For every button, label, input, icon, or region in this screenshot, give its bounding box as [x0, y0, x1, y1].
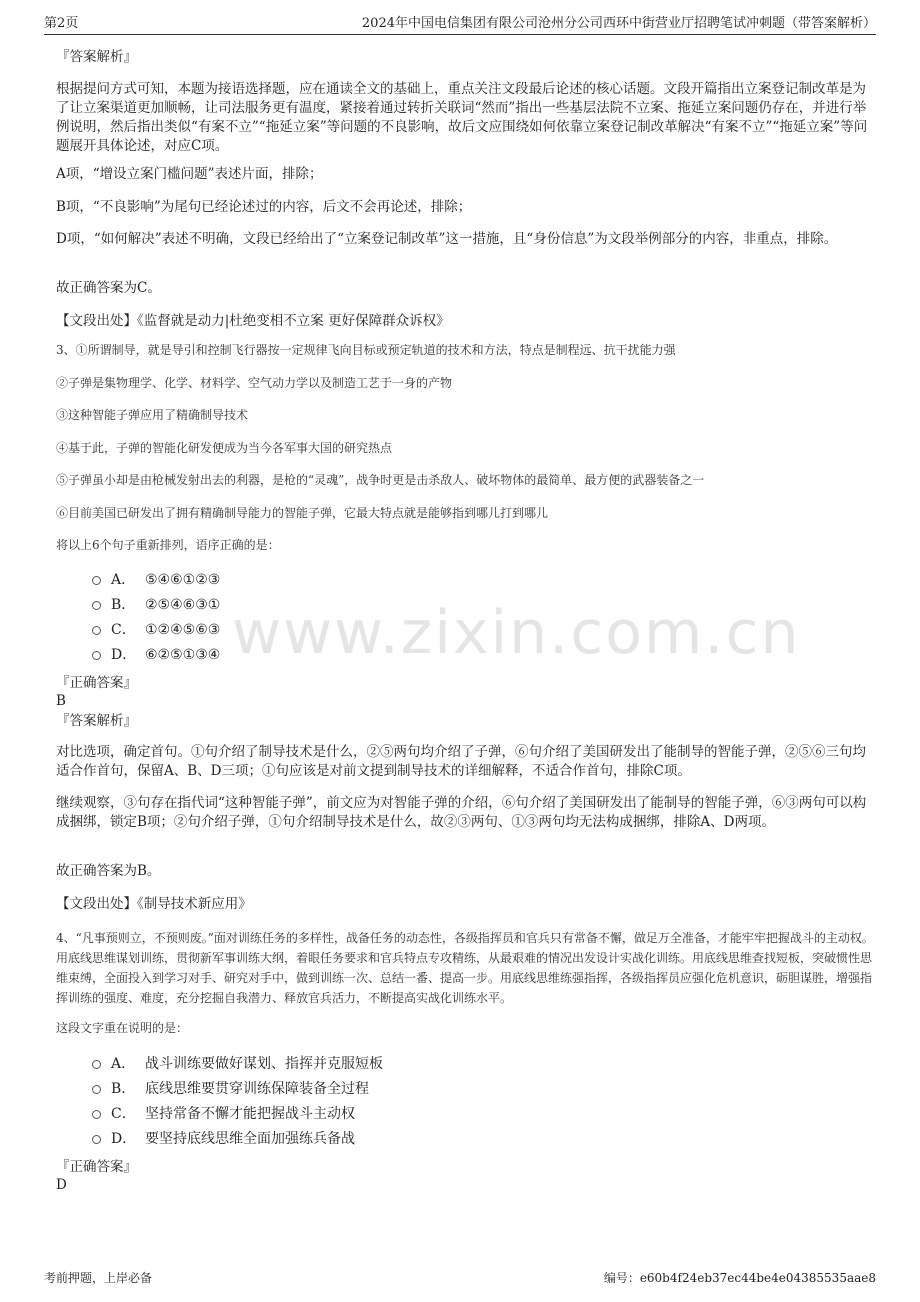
q4-answer-heading: 『正确答案』 — [56, 1159, 137, 1175]
q2-source: 【文段出处】《监督就是动力|杜绝变相不立案 更好保障群众诉权》 — [56, 313, 450, 329]
page-header — [44, 12, 876, 35]
radio-icon[interactable] — [92, 626, 101, 635]
q2-conclusion: 故正确答案为C。 — [56, 280, 161, 296]
q3-analysis-para-1: 对比选项，确定首句。①句介绍了制导技术是什么，②⑤两句均介绍了子弹，⑥句介绍了美国研发出了能制导的智能子弹，②⑤⑥三句均适合作首句，保留A、B、D三项；①句应该是对前文提到制导技术的详细解释，不适合作首句，排除C项。 — [56, 744, 866, 779]
q3-sentence-2: ②子弹是集物理学、化学、材料学、空气动力学以及制造工艺于一身的产物 — [56, 376, 453, 390]
q2-analysis-option-a: A项，“增设立案门槛问题”表述片面，排除； — [56, 166, 323, 182]
radio-icon[interactable] — [92, 1085, 101, 1094]
q3-analysis-heading: 『答案解析』 — [56, 713, 137, 729]
q4-option-a[interactable]: A． 战斗训练要做好谋划、指挥并克服短板 — [92, 1055, 383, 1073]
q3-conclusion: 故正确答案为B。 — [56, 863, 161, 879]
q4-stem: 4、“凡事预则立，不预则废。”面对训练任务的多样性，战备任务的动态性，各级指挥员和官兵只有常备不懈，做足万全准备，才能牢牢把握战斗的主动权。用底线思维谋划训练，贯彻新军事训练大纲，着眼任务要求和官兵特点专攻精练，从最艰难的情况出发设计实战化训练。用底线思维查找短板，突破惯性思维束缚，全面投入到学习对手、研究对手中，做到训练一次、总结一番、提高一步。用底线思维练强指挥，各级指挥员应强化危机意识，砺胆谋胜，增强指挥训练的强度、难度，充分挖掘自我潜力、释放官兵活力，不断提高实战化训练水平。 — [56, 931, 874, 1005]
q3-sentence-4: ④基于此，子弹的智能化研发便成为当今各军事大国的研究热点 — [56, 441, 393, 455]
q4-answer: D — [56, 1177, 67, 1193]
q2-analysis-heading: 『答案解析』 — [56, 49, 137, 65]
q3-sentence-6: ⑥目前美国已研发出了拥有精确制导能力的智能子弹，它最大特点就是能够指到哪儿打到哪儿 — [56, 506, 549, 520]
q3-option-a[interactable]: A． ⑤④⑥①②③ — [92, 571, 220, 589]
q3-sentence-1: 3、①所谓制导，就是导引和控制飞行器按一定规律飞向目标或预定轨道的技术和方法，特点是制程远、抗干扰能力强 — [56, 343, 676, 357]
q4-option-b[interactable]: B． 底线思维要贯穿训练保障装备全过程 — [92, 1080, 369, 1098]
q3-option-c[interactable]: C． ①②④⑤⑥③ — [92, 621, 220, 639]
q4-option-d[interactable]: D． 要坚持底线思维全面加强练兵备战 — [92, 1130, 355, 1148]
footer-slogan: 考前押题，上岸必备 — [44, 1271, 153, 1285]
radio-icon[interactable] — [92, 1060, 101, 1069]
q3-option-d[interactable]: D． ⑥②⑤①③④ — [92, 646, 220, 664]
q3-answer: B — [56, 693, 66, 709]
radio-icon[interactable] — [92, 651, 101, 660]
q3-source: 【文段出处】《制导技术新应用》 — [56, 896, 252, 912]
q3-analysis-para-2: 继续观察，③句存在指代词“这种智能子弹”，前文应为对智能子弹的介绍，⑥句介绍了美国研发出了能制导的智能子弹，⑥③两句可以构成捆绑，锁定B项；②句介绍子弹，①句介绍制导技术是什么，故②③两句、①③两句均无法构成捆绑，排除A、D两项。 — [56, 795, 867, 830]
radio-icon[interactable] — [92, 1135, 101, 1144]
q3-sentence-3: ③这种智能子弹应用了精确制导技术 — [56, 408, 249, 422]
watermark: www.zixin.com.cn — [232, 598, 801, 668]
q2-analysis-para: 根据提问方式可知，本题为接语选择题，应在通读全文的基础上，重点关注文段最后论述的核心话题。文段开篇指出立案登记制改革是为了让立案渠道更加顺畅，让司法服务更有温度，紧接着通过转折关联词“然而”指出一些基层法院不立案、拖延立案问题仍存在，并进行举例说明，然后指出类似“有案不立”“拖延立案”等问题的不良影响，故后文应围绕如何依靠立案登记制改革解决“有案不立”“拖延立案”等问题展开具体论述，对应C项。 — [56, 81, 868, 154]
page-number: 第2页 — [44, 16, 79, 31]
q2-analysis-option-b: B项，“不良影响”为尾句已经论述过的内容，后文不会再论述，排除； — [56, 199, 472, 215]
document-title: 2024年中国电信集团有限公司沧州分公司西环中街营业厅招聘笔试冲刺题（带答案解析） — [361, 16, 876, 31]
q2-analysis-option-d: D项，“如何解决”表述不明确，文段已经给出了“立案登记制改革”这一措施，且“身份信息”为文段举例部分的内容，非重点，排除。 — [56, 231, 838, 247]
radio-icon[interactable] — [92, 601, 101, 610]
radio-icon[interactable] — [92, 576, 101, 585]
page-footer — [44, 1269, 876, 1286]
q3-answer-heading: 『正确答案』 — [56, 675, 137, 691]
q3-sentence-5: ⑤子弹虽小却是由枪械发射出去的利器，是枪的“灵魂”，战争时更是击杀敌人、破坏物体的最简单、最方便的武器装备之一 — [56, 473, 705, 487]
q3-option-b[interactable]: B． ②⑤④⑥③① — [92, 596, 220, 614]
q3-prompt: 将以上6个句子重新排列，语序正确的是： — [56, 538, 280, 552]
q4-option-c[interactable]: C． 坚持常备不懈才能把握战斗主动权 — [92, 1105, 355, 1123]
q4-prompt: 这段文字重在说明的是： — [56, 1021, 189, 1035]
radio-icon[interactable] — [92, 1110, 101, 1119]
footer-doc-id: 编号：e60b4f24eb37ec44be4e04385535aae8 — [603, 1271, 876, 1285]
